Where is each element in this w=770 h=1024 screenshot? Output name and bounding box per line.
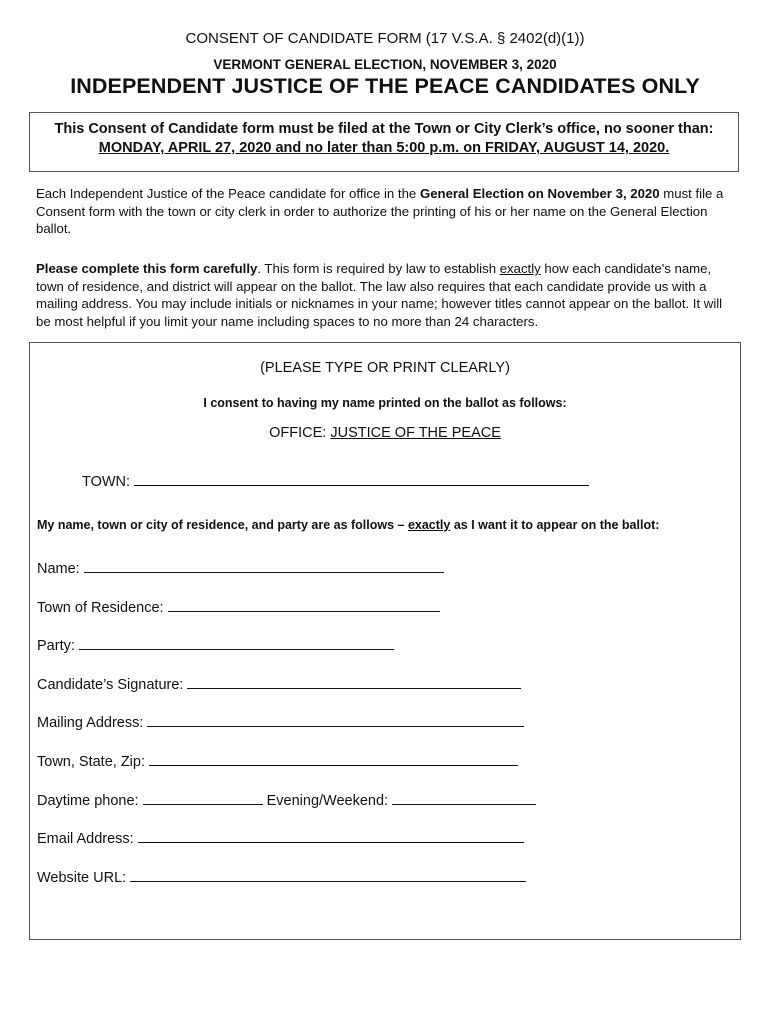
ballot-name-instructions xyxy=(37,518,659,532)
candidate-form xyxy=(29,342,741,940)
party-label: Party: xyxy=(37,638,75,654)
p2-text-b: how each candidate's name, town of residence, and district will appear on the ballot. The law also requires that each candidate provide us with a mailing address. You may include initials or nicknames in your name; however titles cannot appear on the ballot. It will be most helpful if you limit your name including spaces to no more than 24 characters. xyxy=(36,261,723,329)
phone-fields xyxy=(37,790,536,809)
email-field xyxy=(37,828,524,847)
website-field xyxy=(37,867,526,886)
town-field xyxy=(82,471,589,490)
party-field xyxy=(37,635,394,654)
daytime-phone-input-line[interactable] xyxy=(143,790,263,805)
email-input-line[interactable] xyxy=(138,828,524,843)
town-state-zip-input-line[interactable] xyxy=(149,751,518,766)
office-label: OFFICE: xyxy=(269,425,331,441)
residence-field xyxy=(37,597,440,616)
signature-label: Candidate’s Signature: xyxy=(37,677,184,693)
office-line xyxy=(30,425,740,441)
signature-field xyxy=(37,674,521,693)
name-label: Name: xyxy=(37,561,80,577)
filing-deadline-notice xyxy=(29,112,739,172)
office-value: JUSTICE OF THE PEACE xyxy=(330,425,501,441)
name-field xyxy=(37,558,444,577)
signature-input-line[interactable] xyxy=(187,674,521,689)
town-label: TOWN: xyxy=(82,474,131,490)
town-state-zip-field xyxy=(37,751,518,770)
intro-text-b: as I want it to appear on the ballot: xyxy=(450,518,660,532)
party-input-line[interactable] xyxy=(79,635,394,650)
notice-deadline: MONDAY, APRIL 27, 2020 and no later than 5:00 p.m. on FRIDAY, AUGUST 14, 2020. xyxy=(98,140,670,156)
p2-emphasis: exactly xyxy=(499,261,541,276)
website-input-line[interactable] xyxy=(130,867,526,882)
print-clearly-note: (PLEASE TYPE OR PRINT CLEARLY) xyxy=(260,360,510,376)
town-state-zip-label: Town, State, Zip: xyxy=(37,754,145,770)
page-headline: INDEPENDENT JUSTICE OF THE PEACE CANDIDATES ONLY xyxy=(70,74,700,98)
daytime-phone-label: Daytime phone: xyxy=(37,793,139,809)
mailing-address-label: Mailing Address: xyxy=(37,715,144,731)
p1-election-date: General Election on November 3, 2020 xyxy=(419,186,660,201)
p1-text-a: Each Independent Justice of the Peace candidate for office in the xyxy=(36,186,420,201)
form-title: CONSENT OF CANDIDATE FORM (17 V.S.A. § 2402(d)(1)) xyxy=(185,30,585,47)
p2-lead: Please complete this form carefully xyxy=(36,261,258,276)
town-input-line[interactable] xyxy=(134,471,589,486)
p1-text-b: must file a Consent form with the town or city clerk in order to authorize the printing of his or her name on the General Election ballot. xyxy=(36,186,724,236)
election-heading: VERMONT GENERAL ELECTION, NOVEMBER 3, 2020 xyxy=(213,57,557,72)
consent-statement: I consent to having my name printed on the ballot as follows: xyxy=(203,396,567,410)
residence-input-line[interactable] xyxy=(168,597,440,612)
email-label: Email Address: xyxy=(37,831,134,847)
instructions-paragraph-2 xyxy=(36,260,736,330)
notice-line-1: This Consent of Candidate form must be filed at the Town or City Clerk’s office, no sooner than: xyxy=(54,121,714,137)
p2-text-a: . This form is required by law to establish xyxy=(257,261,500,276)
evening-phone-label: Evening/Weekend: xyxy=(266,793,389,809)
residence-label: Town of Residence: xyxy=(37,600,164,616)
website-label: Website URL: xyxy=(37,870,127,886)
evening-phone-input-line[interactable] xyxy=(392,790,536,805)
intro-emphasis: exactly xyxy=(407,518,451,532)
mailing-address-field xyxy=(37,712,524,731)
mailing-address-input-line[interactable] xyxy=(147,712,524,727)
instructions-paragraph-1 xyxy=(36,185,736,238)
name-input-line[interactable] xyxy=(84,558,444,573)
intro-text-a: My name, town or city of residence, and party are as follows – xyxy=(37,518,408,532)
